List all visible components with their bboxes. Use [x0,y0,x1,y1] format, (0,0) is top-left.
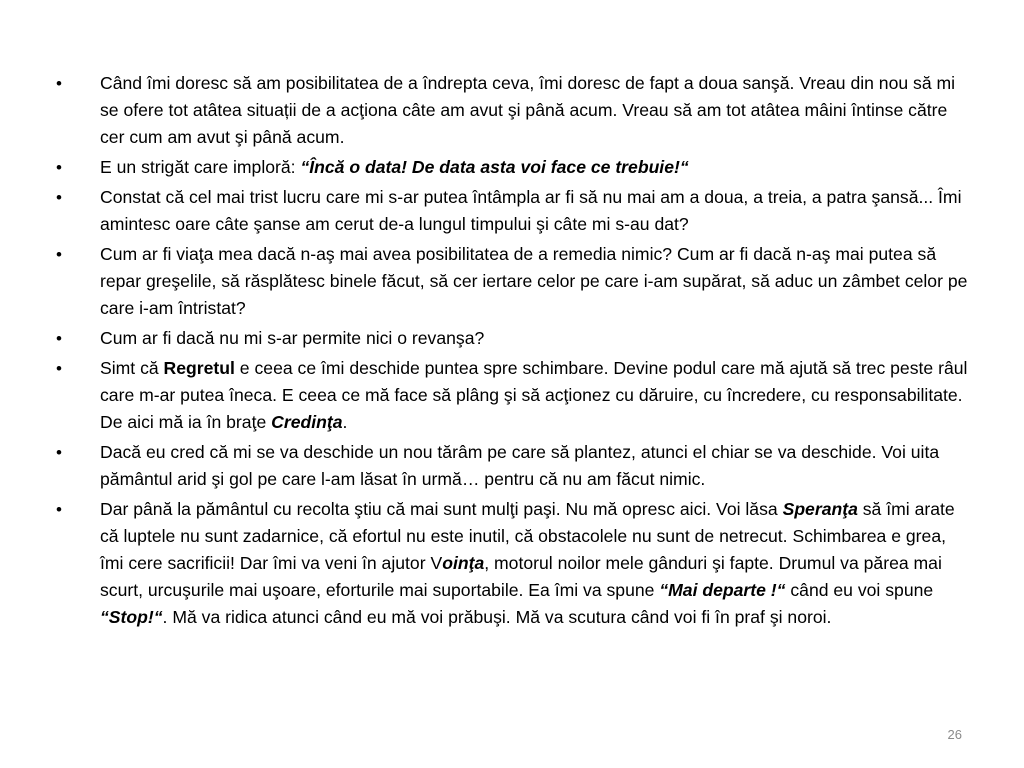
bullet-text: e ceea ce îmi deschide puntea spre schimbare. Devine podul care mă ajută să trec peste râul care m-ar putea îneca. E ceea ce mă face să plâng şi să acţionez cu dăruire, cu încredere, cu responsabilitate. De aici mă ia în braţe [100,358,968,432]
bullet-dot-icon: • [56,74,62,93]
bullet-text: Când îmi doresc să am posibilitatea de a îndrepta ceva, îmi doresc de fapt a doua sanşă. Vreau din nou să mi se ofere tot atâtea situații de a acţiona câte am avut şi până acum. Vreau să am tot atâtea mâini întinse către cer cum am avut şi până acum. [100,73,956,147]
list-item [56,439,968,493]
page-number: 26 [947,727,962,742]
list-item [56,70,968,151]
bullet-dot-icon: • [56,359,62,378]
bullet-text: Constat că cel mai trist lucru care mi s-ar putea întâmpla ar fi să nu mai am a doua, a treia, a patra şansă... Îmi amintesc oare câte şanse am cerut de-a lungul timpului şi câte mi s-au dat? [100,187,962,234]
bold-term-vointa: oinţa [442,553,485,573]
bullet-text: Cum ar fi dacă nu mi s-ar permite nici o revanşa? [100,328,485,348]
list-item [56,325,968,352]
bullet-text: E un strigăt care imploră: [100,157,301,177]
bullet-text: , motorul noilor mele gânduri şi fapte. Drumul va părea mai scurt, urcuşurile mai uşoare, eforturile mai suportabile. Ea îmi va spune [100,553,942,600]
bold-term-credinta: Credinţa [271,412,343,432]
bullet-dot-icon: • [56,329,62,348]
bullet-dot-icon: • [56,443,62,462]
bullet-dot-icon: • [56,245,62,264]
bullet-quote: “Mai departe !“ [659,580,786,600]
list-item [56,355,968,436]
list-item [56,184,968,238]
bullet-quote: “Stop!“ [100,607,163,627]
bold-term-regretul: Regretul [163,358,235,378]
bullet-text: . [342,412,348,432]
list-item [56,154,968,181]
bullet-text: Dacă eu cred că mi se va deschide un nou tărâm pe care să plantez, atunci el chiar se va deschide. Voi uita pământul arid şi gol pe care l-am lăsat în urmă… pentru că nu am făcut nimic. [100,442,940,489]
bullet-text: să îmi arate că luptele nu sunt zadarnice, că efortul nu este inutil, că obstacolele nu sunt de netrecut. Schimbarea e grea, îmi cere sacrificii! Dar îmi va veni în ajutor V [100,499,955,573]
bullet-text: Cum ar fi viaţa mea dacă n-aş mai avea posibilitatea de a remedia nimic? Cum ar fi dacă n-aş mai putea să repar greşelile, să răsplătesc binele făcut, să cer iertare celor pe care i-am supărat, să aduc un zâmbet celor pe care i-am întristat? [100,244,968,318]
bullet-text: Dar până la pământul cu recolta ştiu că mai sunt mulţi paşi. Nu mă opresc aici. Voi lăsa [100,499,783,519]
bold-term-speranta: Speranţa [782,499,858,519]
bullet-list [56,70,968,634]
list-item [56,241,968,322]
bullet-text: Simt că [100,358,164,378]
bullet-text: când eu voi spune [785,580,934,600]
bullet-text: . Mă va ridica atunci când eu mă voi prăbuşi. Mă va scutura când voi fi în praf şi noroi. [162,607,832,627]
bullet-dot-icon: • [56,188,62,207]
bullet-quote: “Încă o data! De data asta voi face ce trebuie!“ [300,157,689,177]
bullet-dot-icon: • [56,158,62,177]
list-item [56,496,968,631]
bullet-dot-icon: • [56,500,62,519]
